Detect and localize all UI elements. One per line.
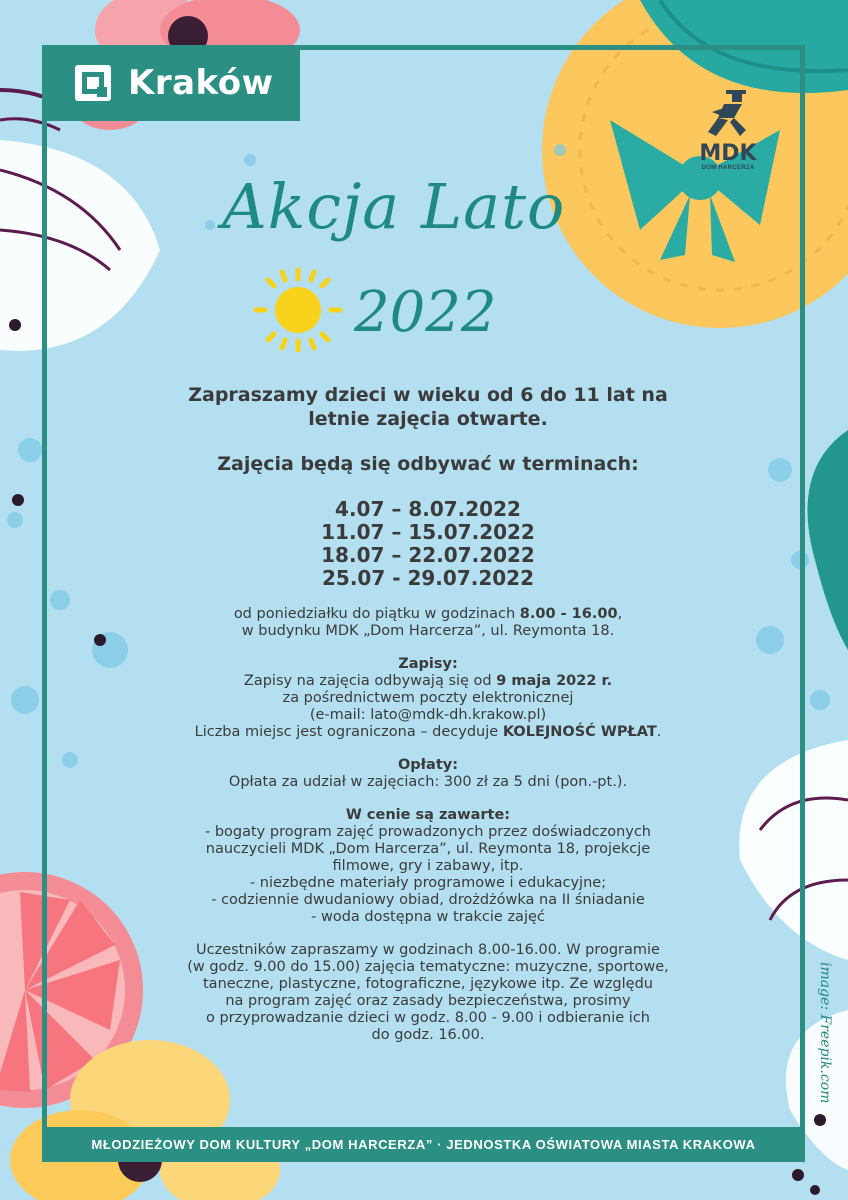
schedule-text: od poniedziałku do piątku w godzinach (233, 606, 520, 622)
schedule-text: , (617, 606, 623, 622)
fees-line: Opłata za udział w zajęciach: 300 zł za 5 dni (pon.-pt.). (228, 774, 628, 790)
poster-year: 2022 (354, 280, 497, 345)
krakow-logo-icon (74, 64, 112, 102)
registration-line (100, 673, 756, 690)
participants-line: do godz. 16.00. (371, 1027, 485, 1043)
date-range: 4.07 – 8.07.2022 (335, 497, 521, 521)
included-section (100, 807, 756, 926)
included-line: - codziennie dwudaniowy obiad, drożdżówka na II śniadanie (211, 892, 645, 908)
registration-line: za pośrednictwem poczty elektronicznej (282, 690, 574, 706)
date-range: 11.07 – 15.07.2022 (321, 520, 535, 544)
fees-heading: Opłaty: (397, 757, 459, 773)
intro-text (100, 383, 756, 431)
participants-section (100, 942, 756, 1044)
mdk-logo (688, 90, 768, 171)
schedule-line (100, 606, 756, 623)
registration-email: (e-mail: lato@mdk-dh.krakow.pl) (309, 707, 547, 723)
schedule-hours: 8.00 - 16.00 (519, 606, 618, 622)
poster-title: Akcja Lato (222, 170, 566, 243)
included-heading: W cenie są zawarte: (345, 807, 511, 823)
registration-heading: Zapisy: (398, 656, 458, 672)
terms-heading: Zajęcia będą się odbywać w terminach: (217, 453, 639, 475)
registration-section (100, 656, 756, 741)
runner-figure-icon (704, 90, 752, 140)
participants-line: o przyprowadzanie dzieci w godz. 8.00 - 9.00 i odbieranie ich (206, 1010, 650, 1026)
schedule-line: w budynku MDK „Dom Harcerza”, ul. Reymonta 18. (241, 623, 615, 639)
included-line: filmowe, gry i zabawy, itp. (332, 858, 524, 874)
footer-bar (42, 1127, 805, 1162)
participants-line: (w godz. 9.00 do 15.00) zajęcia tematyczne: muzyczne, sportowe, (187, 959, 669, 975)
included-line: - bogaty program zajęć prowadzonych przez doświadczonych (204, 824, 652, 840)
teal-leaf-right (807, 430, 848, 650)
included-line: - niezbędne materiały programowe i edukacyjne; (249, 875, 607, 891)
date-range: 25.07 - 29.07.2022 (321, 566, 534, 590)
included-line: - woda dostępna w trakcie zajęć (311, 909, 545, 925)
participants-line: taneczne, plastyczne, fotograficzne, językowe itp. Ze względu (203, 976, 653, 992)
included-line: nauczycieli MDK „Dom Harcerza”, ul. Reymonta 18, projekcje (205, 841, 651, 857)
footer-text: MŁODZIEŻOWY DOM KULTURY „DOM HARCERZA” · JEDNOSTKA OŚWIATOWA MIASTA KRAKOWA (91, 1137, 756, 1152)
intro-line: Zapraszamy dzieci w wieku od 6 do 11 lat na (188, 384, 668, 406)
registration-text: Liczba miejsc jest ograniczona – decyduje (194, 724, 503, 740)
date-range: 18.07 – 22.07.2022 (321, 543, 535, 567)
credit-text: image: Freepik.com (817, 962, 833, 1104)
image-credit (817, 962, 833, 1172)
registration-text: Zapisy na zajęcia odbywają się od (243, 673, 497, 689)
registration-line (100, 724, 756, 741)
dates-list (100, 498, 756, 590)
participants-line: na program zajęć oraz zasady bezpieczeństwa, prosimy (225, 993, 631, 1009)
schedule-info (100, 606, 756, 640)
intro-line: letnie zajęcia otwarte. (308, 408, 548, 430)
poster-content (100, 383, 756, 1044)
participants-line: Uczestników zapraszamy w godzinach 8.00-16.00. W programie (196, 942, 660, 958)
registration-text: . (656, 724, 662, 740)
brand-name: Kraków (128, 63, 274, 103)
mdk-subtitle: DOM HARCERZA (701, 165, 755, 171)
fees-section (100, 757, 756, 791)
registration-date: 9 maja 2022 r. (496, 673, 613, 689)
krakow-brand (42, 45, 300, 121)
mdk-name: MDK (699, 141, 757, 166)
registration-priority: KOLEJNOŚĆ WPŁAT (502, 724, 657, 740)
